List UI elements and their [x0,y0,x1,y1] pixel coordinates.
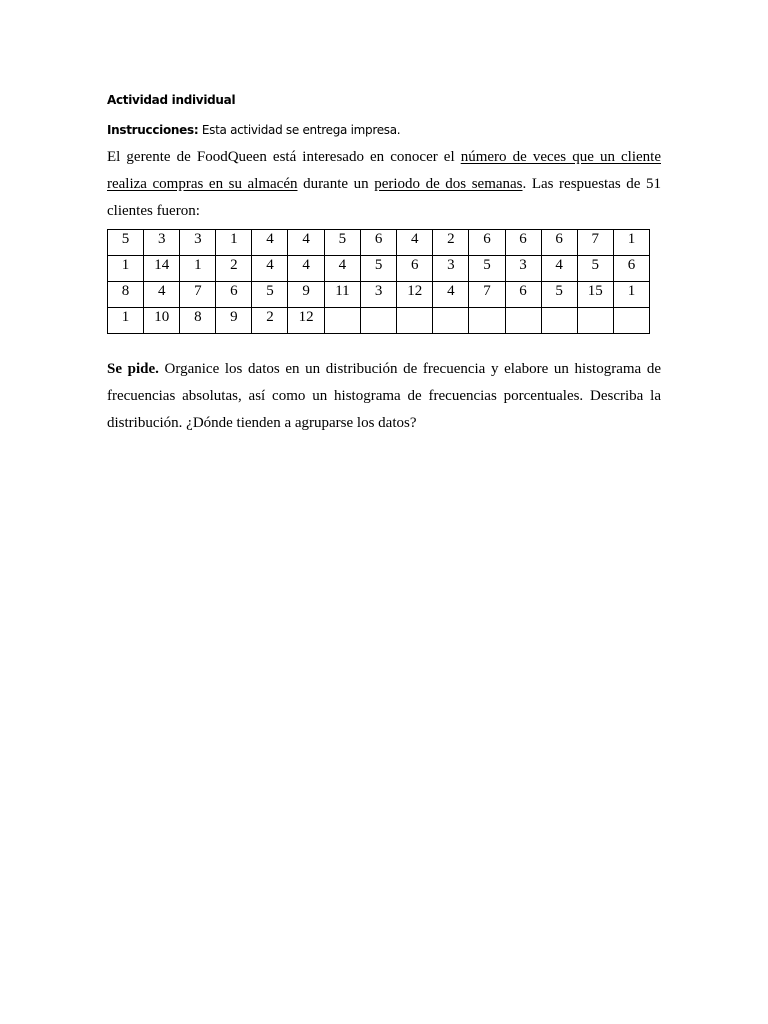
responses-table [107,229,650,334]
problem-text-3: . Las respuestas de 51 clientes fueron: [107,176,661,219]
table-cell: 7 [577,230,613,256]
table-cell: 1 [613,282,649,308]
document-page [107,86,661,437]
instructions-text: Esta actividad se entrega impresa. [198,123,401,137]
table-cell: 12 [288,308,324,334]
table-cell [577,308,613,334]
problem-text-1: El gerente de FoodQueen está interesado en conocer el [107,149,461,165]
table-cell: 4 [252,256,288,282]
table-cell: 3 [361,282,397,308]
activity-title: Actividad individual [107,93,236,107]
table-row [108,282,650,308]
table-cell: 4 [324,256,360,282]
table-cell [361,308,397,334]
table-cell: 6 [216,282,252,308]
table-cell: 5 [469,256,505,282]
table-cell: 1 [613,230,649,256]
table-cell [397,308,433,334]
instructions [107,123,661,137]
problem-text-2: durante un [297,176,375,192]
table-cell [505,308,541,334]
table-cell: 5 [108,230,144,256]
table-cell: 4 [433,282,469,308]
table-cell: 4 [288,230,324,256]
table-cell: 4 [252,230,288,256]
table-cell [469,308,505,334]
task-statement [107,356,661,437]
table-cell: 8 [108,282,144,308]
table-cell: 3 [180,230,216,256]
table-cell: 5 [541,282,577,308]
table-cell: 2 [433,230,469,256]
table-cell: 3 [144,230,180,256]
task-text: Organice los datos en un distribución de frecuencia y elabore un histograma de frecuencias absolutas, así como un histograma de frecuencias porcentuales. Describa la distribución. ¿Dónde tienden a agruparse los datos? [107,361,661,431]
table-cell [433,308,469,334]
table-cell: 14 [144,256,180,282]
table-row [108,308,650,334]
problem-underlined-1: número de veces que un cliente realiza compras en su almacén [107,149,661,192]
table-cell: 1 [216,230,252,256]
table-cell: 4 [288,256,324,282]
table-cell: 15 [577,282,613,308]
table-cell: 1 [108,256,144,282]
table-cell: 5 [324,230,360,256]
table-cell: 3 [505,256,541,282]
problem-statement [107,144,661,225]
table-row [108,230,650,256]
table-cell: 3 [433,256,469,282]
table-cell [541,308,577,334]
table-cell: 7 [180,282,216,308]
table-cell: 6 [541,230,577,256]
table-cell: 8 [180,308,216,334]
table-cell: 6 [361,230,397,256]
table-cell: 5 [577,256,613,282]
table-cell: 6 [505,230,541,256]
table-cell: 6 [469,230,505,256]
responses-table-body [108,230,650,334]
table-cell: 1 [180,256,216,282]
table-cell: 9 [216,308,252,334]
problem-underlined-2: periodo de dos semanas [374,176,523,192]
table-cell: 4 [397,230,433,256]
table-cell: 11 [324,282,360,308]
table-cell: 4 [144,282,180,308]
table-cell [324,308,360,334]
table-cell: 12 [397,282,433,308]
table-cell: 9 [288,282,324,308]
table-cell: 6 [505,282,541,308]
table-cell: 4 [541,256,577,282]
instructions-label: Instrucciones: [107,123,199,137]
table-cell: 2 [252,308,288,334]
table-cell [613,308,649,334]
table-cell: 5 [361,256,397,282]
table-row [108,256,650,282]
table-cell: 5 [252,282,288,308]
table-cell: 10 [144,308,180,334]
table-cell: 1 [108,308,144,334]
table-cell: 2 [216,256,252,282]
task-label: Se pide. [107,361,159,377]
table-cell: 6 [613,256,649,282]
table-cell: 7 [469,282,505,308]
table-cell: 6 [397,256,433,282]
